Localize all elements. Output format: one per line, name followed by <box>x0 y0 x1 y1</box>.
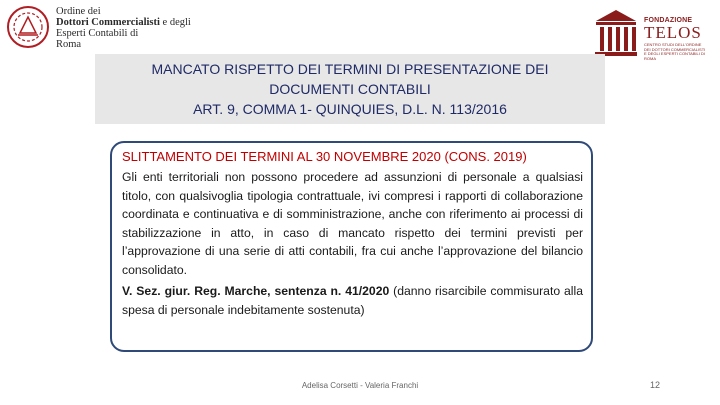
temple-icon <box>592 7 640 61</box>
odcec-roma-emblem-icon <box>6 5 50 49</box>
odcec-line2-rest: e degli <box>159 17 191 28</box>
odcec-logo <box>6 5 216 51</box>
telos-line1: FONDAZIONE <box>644 17 693 24</box>
content-reference <box>122 282 583 319</box>
page-number: 12 <box>650 380 661 390</box>
content-box <box>110 141 593 352</box>
odcec-line4: Roma <box>56 39 82 50</box>
odcec-line1: Ordine dei <box>56 6 101 17</box>
telos-subtitle: CENTRO STUDI DELL'ORDINE DEI DOTTORI COMMERCIALISTI E DEGLI ESPERTI CONTABILI DI ROMA <box>644 42 706 61</box>
content-body: Gli enti territoriali non possono procedere ad assunzioni di personale a qualsiasi titolo, con qualsivoglia tipologia contrattuale, ivi compresi i rapporti di collaborazione coordinata e continuativa e di somministrazione, anche con riferimento ai processi di stabilizzazione in atto, in caso di mancato rispetto dei termini previsti per l’approvazione di una serie di atti contabili, fra cui anche l’approvazione del bilancio consolidato. <box>122 170 583 277</box>
footer-authors: Adelisa Corsetti - Valeria Franchi <box>301 381 419 390</box>
telos-line2: TELOS <box>644 23 702 42</box>
odcec-name <box>56 6 191 50</box>
title-line2: DOCUMENTI CONTABILI <box>269 81 431 97</box>
telos-logo <box>592 5 710 63</box>
reference-rest: (danno risarcibile commisurato alla spesa di personale indebitamente sostenuta) <box>122 284 583 317</box>
title-line3: ART. 9, COMMA 1- QUINQUIES, D.L. N. 113/2016 <box>193 101 507 117</box>
content-heading: SLITTAMENTO DEI TERMINI AL 30 NOVEMBRE 2020 (CONS. 2019) <box>122 149 527 164</box>
reference-bold: V. Sez. giur. Reg. Marche, sentenza n. 41/2020 <box>122 284 390 298</box>
odcec-line3: Esperti Contabili di <box>56 28 139 39</box>
title-line1: MANCATO RISPETTO DEI TERMINI DI PRESENTAZIONE DEI <box>151 61 549 77</box>
slide-title <box>95 54 605 124</box>
odcec-line2-bold: Dottori Commercialisti <box>56 17 160 28</box>
